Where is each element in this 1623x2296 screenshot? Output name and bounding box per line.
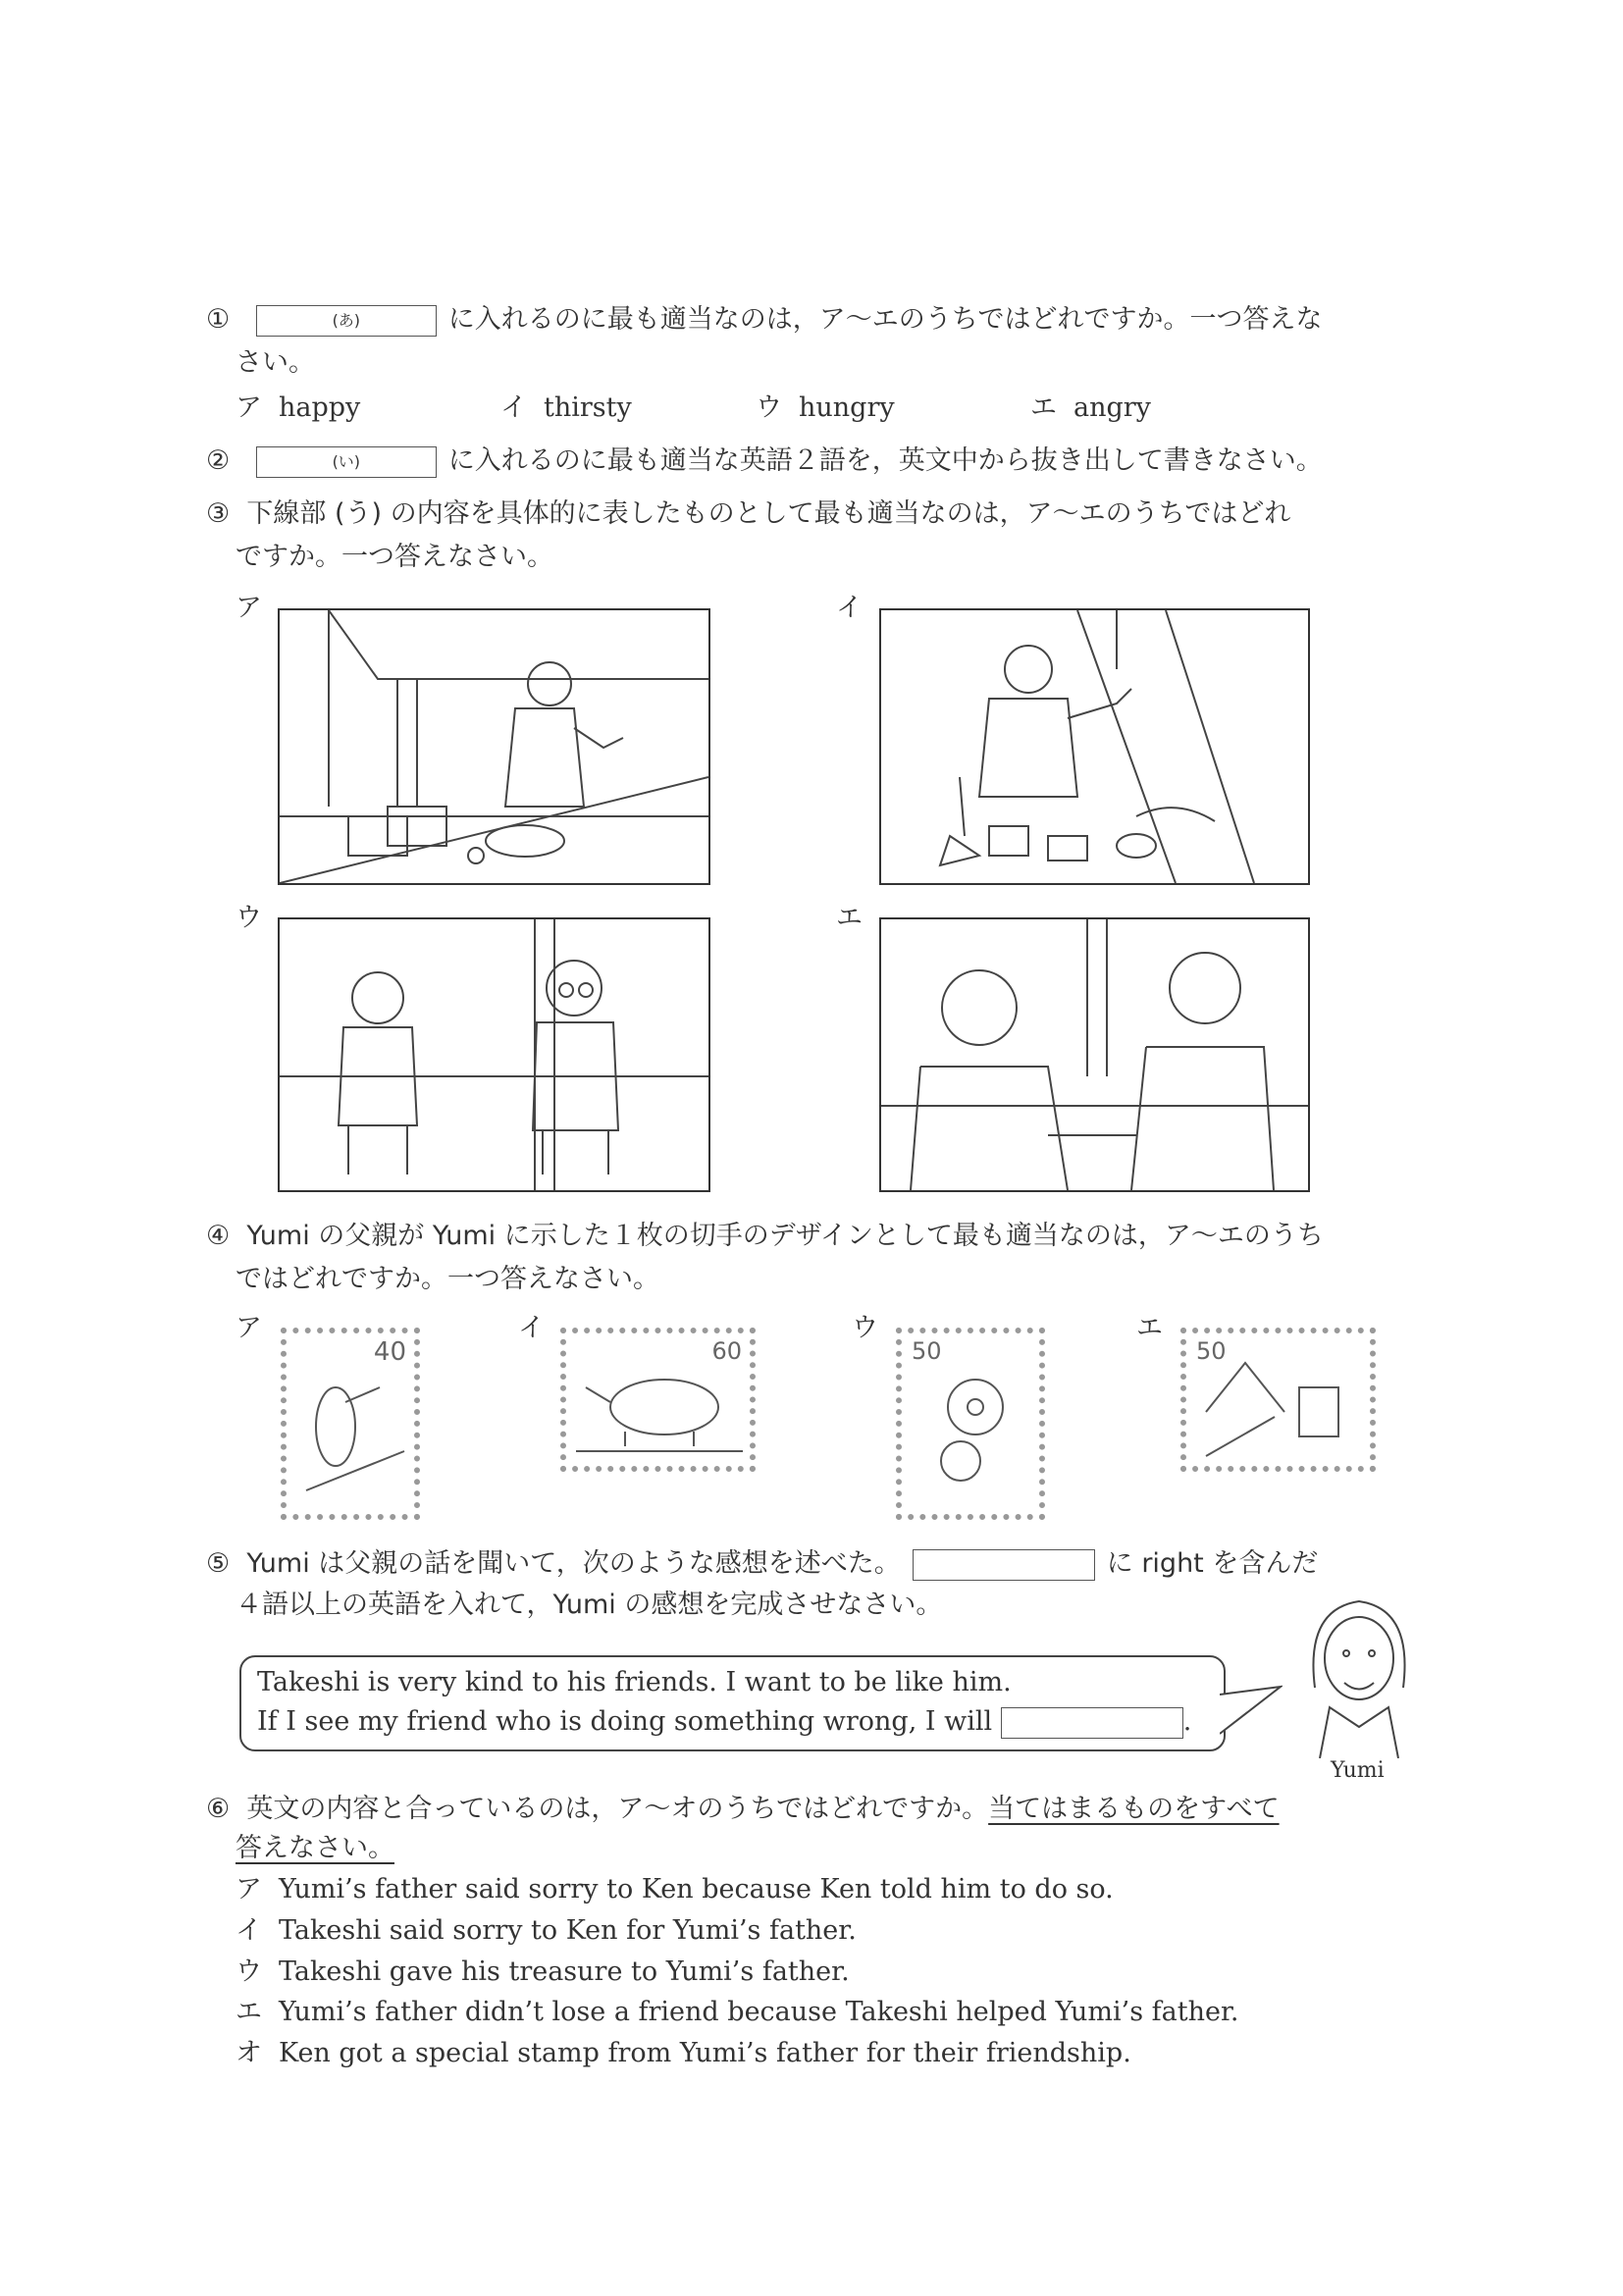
q5-question-text-b: に right を含んだ <box>1106 1548 1319 1579</box>
bubble-line-2 <box>257 1704 1191 1740</box>
speech-bubble <box>239 1655 1226 1751</box>
q4-question-text-2: ではどれですか。一つ答えなさい。 <box>236 1264 659 1294</box>
stamp-i-triceratops[interactable] <box>560 1328 756 1472</box>
q1-blank[interactable] <box>256 305 437 337</box>
option-text: Takeshi gave his treasure to Yumi’s father. <box>279 1957 850 1987</box>
stamp-value: 50 <box>912 1337 942 1365</box>
q3-question-text-2: ですか。一つ答えなさい。 <box>236 542 553 572</box>
choice-text: angry <box>1073 392 1151 423</box>
q1-choice-e[interactable] <box>1030 391 1151 426</box>
q1-choice-a[interactable] <box>236 391 360 426</box>
bubble-period: . <box>1182 1706 1192 1737</box>
option-text: Takeshi said sorry to Ken for Yumi’s father. <box>279 1915 857 1946</box>
choice-text: happy <box>279 392 361 423</box>
stamp-label-e: エ <box>1136 1313 1163 1343</box>
choice-text: hungry <box>799 392 895 423</box>
picture-label-u: ウ <box>236 903 262 933</box>
q5-line1 <box>206 1546 1318 1582</box>
option-letter: イ <box>236 1915 262 1946</box>
choice-letter: イ <box>500 392 527 423</box>
q1-choice-u[interactable] <box>756 391 895 426</box>
q6-option-o[interactable] <box>236 2036 1131 2071</box>
option-text: Ken got a special stamp from Yumi’s father for their friendship. <box>279 2038 1131 2068</box>
option-letter: ア <box>236 1874 262 1905</box>
q1-question-text: に入れるのに最も適当なのは，ア～エのうちではどれですか。一つ答えな <box>447 304 1323 335</box>
choice-letter: ア <box>236 392 262 423</box>
bubble-blank[interactable] <box>1001 1707 1183 1739</box>
q4-line1 <box>206 1219 1324 1254</box>
stamp-value: 40 <box>373 1337 406 1367</box>
q5-number: ⑤ <box>206 1548 231 1579</box>
q6-option-i[interactable] <box>236 1913 857 1949</box>
option-text: Yumi’s father didn’t lose a friend because Takeshi helped Yumi’s father. <box>279 1997 1239 2027</box>
q6-line1 <box>206 1792 1280 1827</box>
q2-question-text: に入れるのに最も適当な英語２語を，英文中から抜き出して書きなさい。 <box>447 445 1323 476</box>
q2-blank[interactable] <box>256 446 437 478</box>
option-letter: ウ <box>236 1957 262 1987</box>
q3-question-text: 下線部 (う) の内容を具体的に表したものとして最も適当なのは，ア～エのうちではどれ <box>246 498 1291 529</box>
picture-e-handshake[interactable] <box>879 917 1310 1192</box>
q2-blank-label: (い) <box>332 451 361 471</box>
stamp-label-u: ウ <box>852 1313 878 1343</box>
stamp-a-kingfisher[interactable] <box>281 1328 420 1520</box>
option-letter: エ <box>236 1997 262 2027</box>
q4-number: ④ <box>206 1221 231 1251</box>
choice-text: thirsty <box>544 392 632 423</box>
yumi-label: Yumi <box>1331 1758 1385 1783</box>
q2-number: ② <box>206 445 231 476</box>
picture-label-e: エ <box>836 903 863 933</box>
q1-choice-i[interactable] <box>500 391 632 426</box>
q6-number: ⑥ <box>206 1794 231 1824</box>
q2-line <box>206 444 1323 479</box>
q1-question-text-2: さい。 <box>236 347 315 378</box>
q1-number: ① <box>206 304 231 335</box>
option-letter: オ <box>236 2038 262 2068</box>
bubble-line-1: Takeshi is very kind to his friends. I want to be like him. <box>257 1667 1012 1697</box>
q5-question-text-2: ４語以上の英語を入れて，Yumi の感想を完成させなさい。 <box>236 1590 943 1620</box>
q5-question-text: Yumi は父親の話を聞いて，次のような感想を述べた。 <box>246 1548 901 1579</box>
q6-option-a[interactable] <box>236 1872 1114 1907</box>
stamp-value: 60 <box>711 1337 742 1365</box>
q1-line1 <box>206 302 1323 338</box>
q5-blank[interactable] <box>913 1549 1095 1581</box>
stamp-label-i: イ <box>518 1313 545 1343</box>
q4-question-text: Yumi の父親が Yumi に示した１枚の切手のデザインとして最も適当なのは，ア～エのうち <box>246 1221 1324 1251</box>
q3-line1 <box>206 496 1290 532</box>
q6-underlined-text-2: 答えなさい。 <box>236 1833 394 1863</box>
picture-label-i: イ <box>836 593 863 623</box>
picture-a-broken-vase[interactable] <box>278 608 710 885</box>
picture-i-dropped-toys[interactable] <box>879 608 1310 885</box>
option-text: Yumi’s father said sorry to Ken because Ken told him to do so. <box>279 1874 1114 1905</box>
picture-u-apology[interactable] <box>278 917 710 1192</box>
stamp-value: 50 <box>1196 1337 1227 1365</box>
bubble-tail <box>1220 1685 1283 1744</box>
choice-letter: エ <box>1030 392 1057 423</box>
q1-blank-label: (あ) <box>332 310 361 330</box>
stamp-u-flower[interactable] <box>896 1328 1045 1520</box>
q3-number: ③ <box>206 498 231 529</box>
yumi-illustration <box>1295 1590 1423 1758</box>
q6-question-text: 英文の内容と合っているのは，ア～オのうちではどれですか。 <box>246 1794 989 1824</box>
stamp-e-train-mountain[interactable] <box>1180 1328 1376 1472</box>
stamp-label-a: ア <box>236 1313 262 1343</box>
picture-label-a: ア <box>236 593 262 623</box>
choice-letter: ウ <box>756 392 782 423</box>
q6-option-e[interactable] <box>236 1995 1238 2030</box>
bubble-line-2-text: If I see my friend who is doing something wrong, I will <box>257 1706 993 1737</box>
q6-underlined-text: 当てはまるものをすべて <box>988 1794 1280 1824</box>
q6-option-u[interactable] <box>236 1955 850 1990</box>
